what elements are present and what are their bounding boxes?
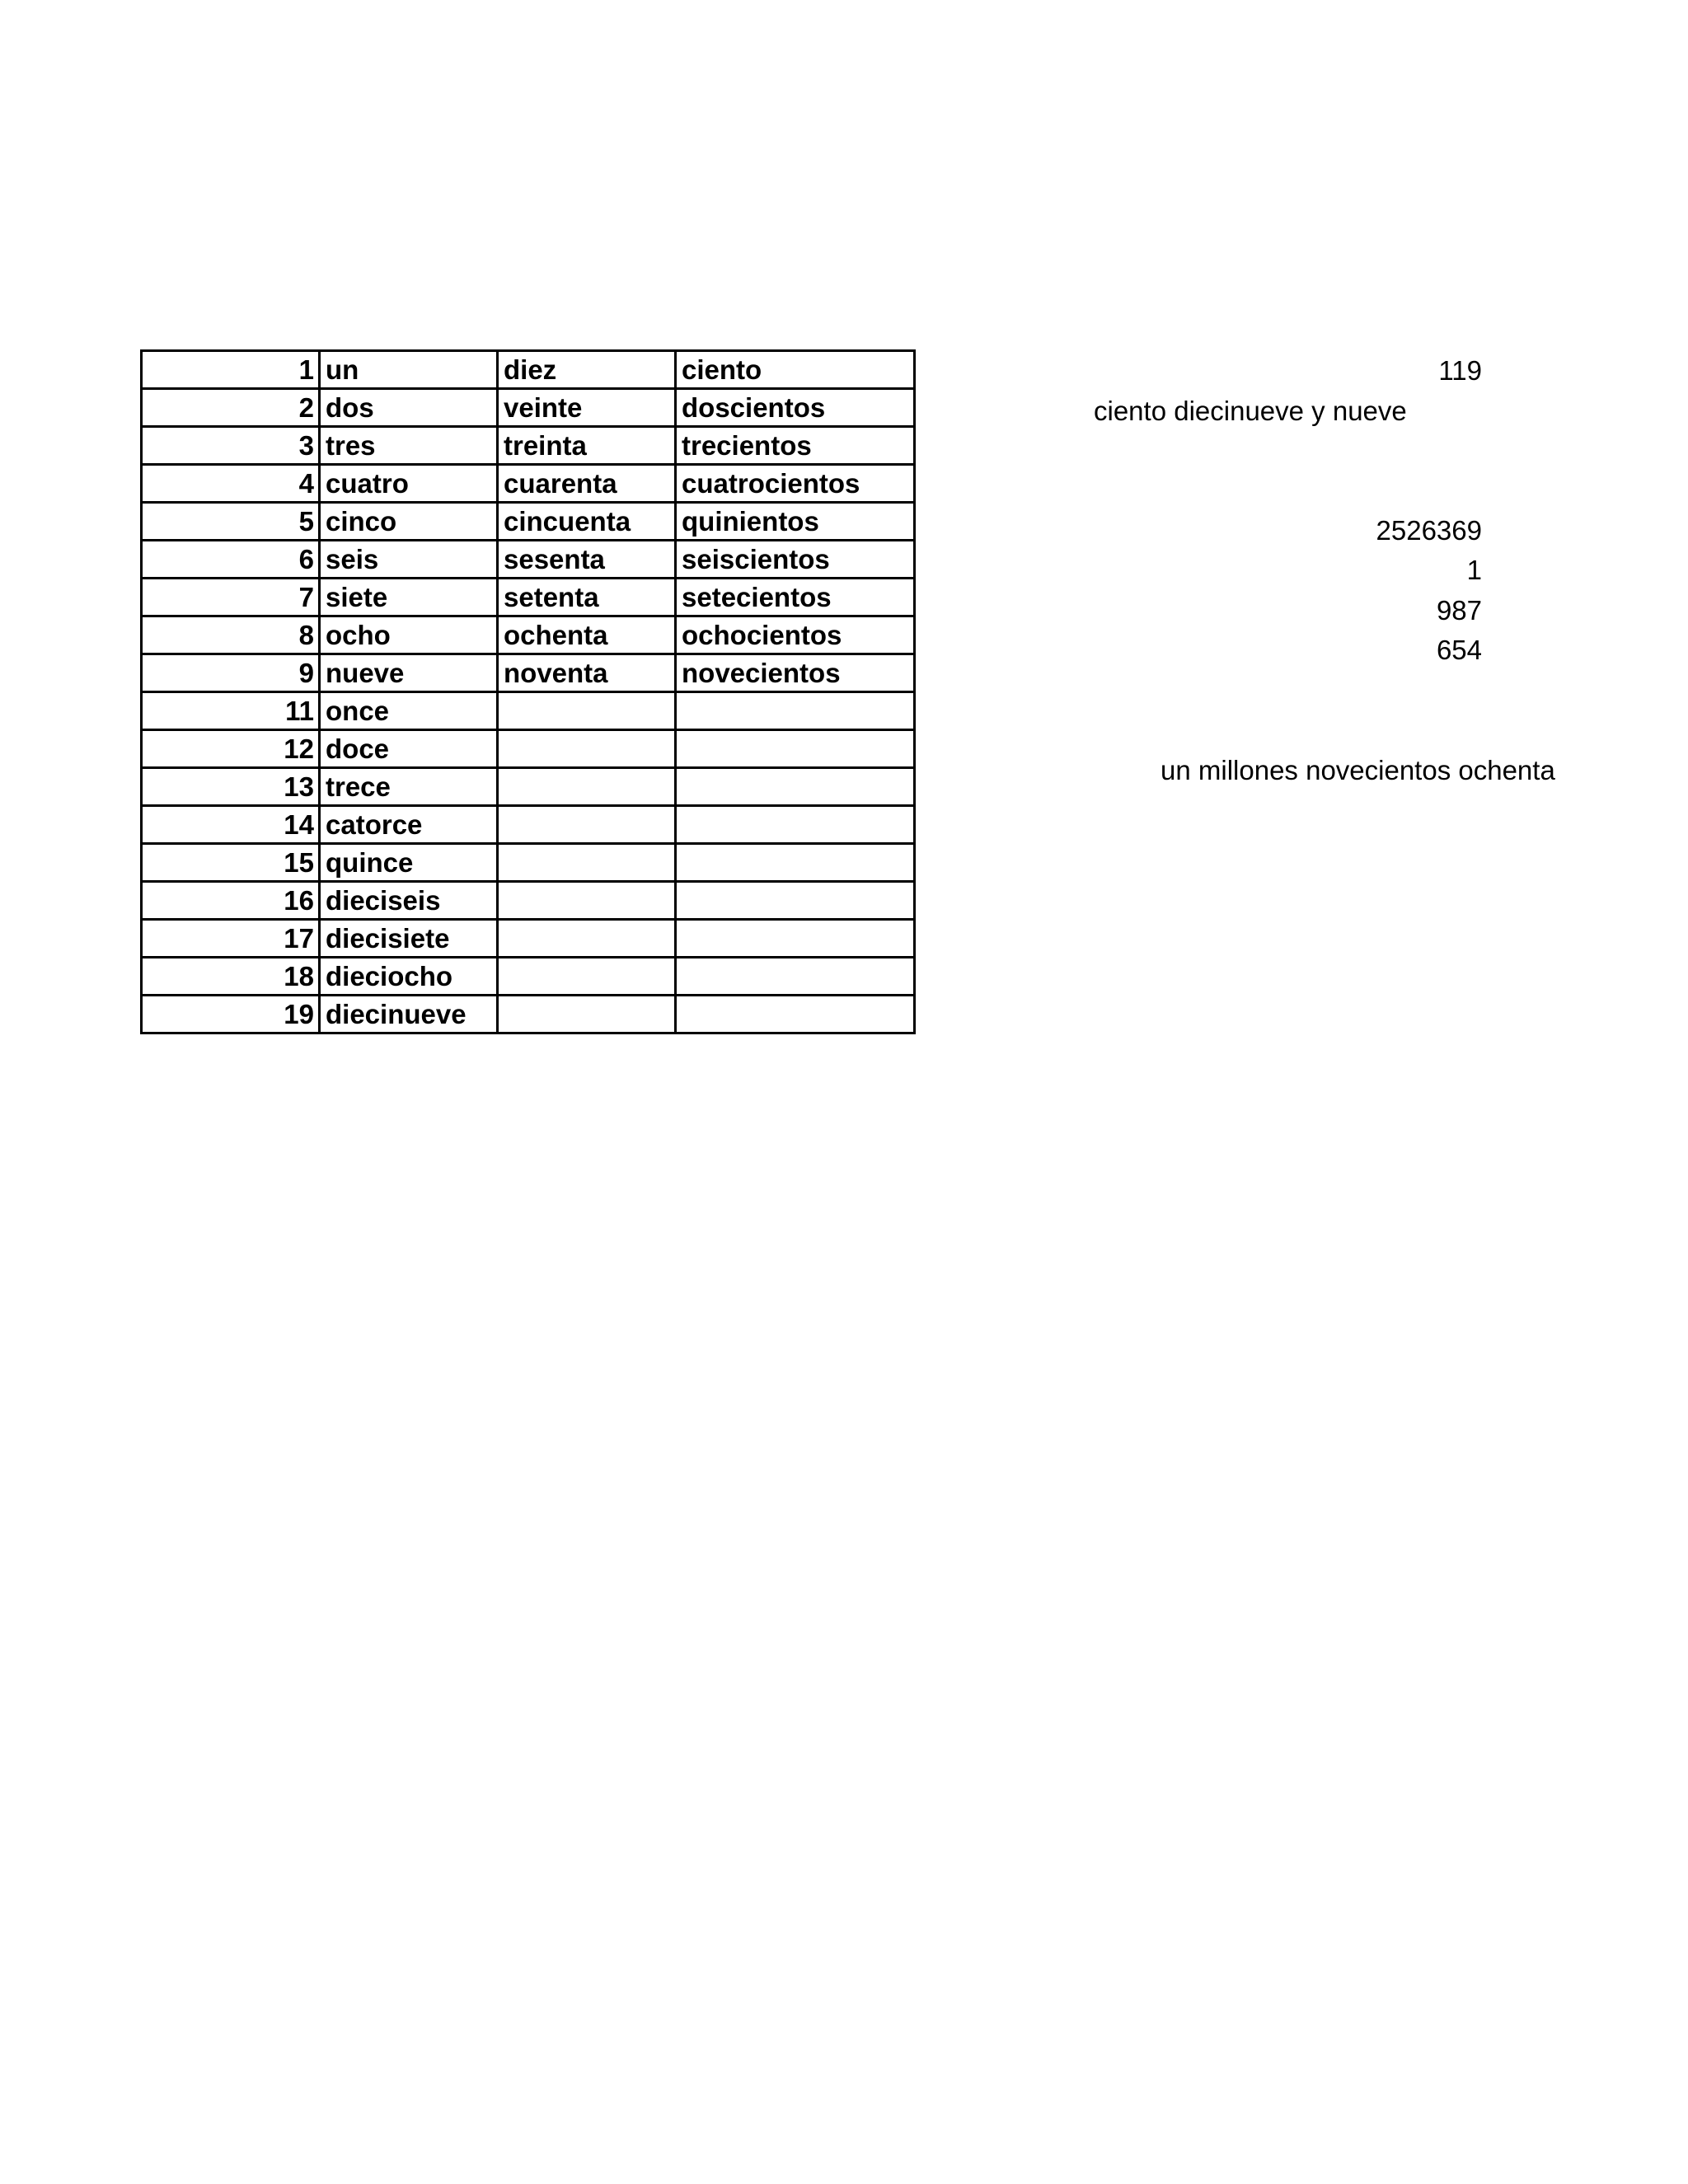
cell-tens-word [498,806,676,844]
cell-hundreds-word: seiscientos [676,541,915,579]
cell-tens-word: noventa [498,654,676,692]
cell-hundreds-word: cuatrocientos [676,465,915,503]
cell-tens-word [498,768,676,806]
table-row [142,768,915,806]
cell-tens-word [498,882,676,920]
cell-value-2526369: 2526369 [1376,515,1482,546]
table-row [142,579,915,616]
table-row [142,541,915,579]
cell-hundreds-word: setecientos [676,579,915,616]
cell-units-word: doce [320,730,498,768]
table-row [142,465,915,503]
cell-number: 1 [142,351,320,389]
cell-tens-word [498,996,676,1033]
cell-tens-word: diez [498,351,676,389]
cell-tens-word [498,958,676,996]
cell-number: 17 [142,920,320,958]
table-row [142,654,915,692]
cell-units-word: ocho [320,616,498,654]
cell-number: 7 [142,579,320,616]
number-words-table-body [142,351,915,1033]
cell-tens-word: treinta [498,427,676,465]
table-row [142,996,915,1033]
table-row [142,503,915,541]
cell-units-word: cuatro [320,465,498,503]
cell-number: 13 [142,768,320,806]
cell-units-word: tres [320,427,498,465]
cell-tens-word: setenta [498,579,676,616]
cell-number: 12 [142,730,320,768]
cell-number: 2 [142,389,320,427]
cell-hundreds-word [676,768,915,806]
cell-number: 19 [142,996,320,1033]
cell-hundreds-word: quinientos [676,503,915,541]
cell-tens-word: ochenta [498,616,676,654]
cell-number: 14 [142,806,320,844]
cell-units-word: seis [320,541,498,579]
cell-tens-word: sesenta [498,541,676,579]
table-row [142,389,915,427]
cell-value-119: 119 [1438,355,1482,386]
cell-number: 16 [142,882,320,920]
cell-number: 15 [142,844,320,882]
table-row [142,844,915,882]
cell-number: 18 [142,958,320,996]
cell-tens-word [498,730,676,768]
cell-units-word: un [320,351,498,389]
cell-hundreds-word [676,844,915,882]
cell-units-word: diecisiete [320,920,498,958]
cell-units-word: nueve [320,654,498,692]
cell-number: 6 [142,541,320,579]
cell-units-word: quince [320,844,498,882]
table-row [142,692,915,730]
cell-units-word: dos [320,389,498,427]
cell-units-word: catorce [320,806,498,844]
cell-units-word: diecinueve [320,996,498,1033]
cell-tens-word [498,844,676,882]
table-row [142,730,915,768]
cell-value-654: 654 [1436,635,1482,665]
cell-units-word: dieciseis [320,882,498,920]
cell-hundreds-word [676,806,915,844]
cell-hundreds-word: ochocientos [676,616,915,654]
cell-hundreds-word: trecientos [676,427,915,465]
number-words-table [140,349,916,1034]
table-row [142,616,915,654]
cell-hundreds-word [676,692,915,730]
cell-units-word: siete [320,579,498,616]
table-row [142,920,915,958]
cell-hundreds-word [676,730,915,768]
cell-number: 5 [142,503,320,541]
cell-tens-word: cincuenta [498,503,676,541]
cell-number: 8 [142,616,320,654]
cell-units-word: cinco [320,503,498,541]
cell-number: 3 [142,427,320,465]
cell-hundreds-word [676,996,915,1033]
cell-units-word: trece [320,768,498,806]
table-row [142,806,915,844]
cell-words-million: un millones novecientos ochenta [1160,755,1555,785]
cell-number: 4 [142,465,320,503]
cell-words-119: ciento diecinueve y nueve [1094,396,1407,426]
cell-value-987: 987 [1436,595,1482,626]
cell-number: 11 [142,692,320,730]
table-row [142,882,915,920]
cell-tens-word: veinte [498,389,676,427]
cell-value-1: 1 [1466,555,1482,585]
cell-units-word: dieciocho [320,958,498,996]
cell-hundreds-word: novecientos [676,654,915,692]
cell-hundreds-word [676,882,915,920]
cell-hundreds-word [676,920,915,958]
table-row [142,351,915,389]
table-row [142,427,915,465]
cell-tens-word [498,920,676,958]
cell-hundreds-word: ciento [676,351,915,389]
cell-tens-word [498,692,676,730]
cell-hundreds-word: doscientos [676,389,915,427]
cell-hundreds-word [676,958,915,996]
table-row [142,958,915,996]
cell-units-word: once [320,692,498,730]
cell-tens-word: cuarenta [498,465,676,503]
cell-number: 9 [142,654,320,692]
